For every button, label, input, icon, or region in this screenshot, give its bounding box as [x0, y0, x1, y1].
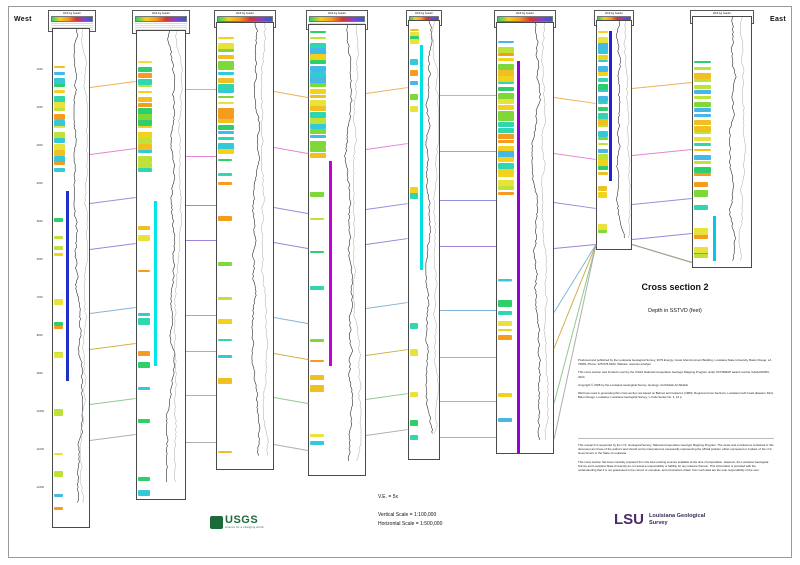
- log-curve-trace: [74, 29, 82, 503]
- log-curve-trace: [532, 23, 540, 440]
- depth-tick-label: -5000: [36, 220, 43, 223]
- lsu-name-line1: Louisiana Geological: [649, 512, 706, 519]
- depth-tick-label: -3000: [36, 144, 43, 147]
- log-curve: [53, 29, 89, 503]
- lithology-band: [410, 435, 418, 440]
- depth-tick-label: -1000: [36, 68, 43, 71]
- title-block: [575, 282, 775, 314]
- well-log-header-title: Well log header: [152, 12, 170, 15]
- correlation-line: [440, 246, 496, 247]
- header-color-bar: [51, 16, 93, 22]
- lsu-logo: [614, 512, 705, 527]
- correlation-line: [440, 437, 496, 438]
- well-log-track[interactable]: [52, 28, 90, 528]
- log-curve-trace: [541, 23, 548, 440]
- usgs-wordmark: USGS: [225, 514, 259, 526]
- log-curve-trace: [166, 31, 174, 482]
- well-log-track[interactable]: [216, 22, 274, 470]
- log-curve: [309, 25, 365, 461]
- lsu-name-line2: Survey: [649, 519, 668, 526]
- correlation-line: [440, 200, 496, 201]
- correlation-line: [440, 357, 496, 358]
- well-log-track[interactable]: [408, 20, 440, 460]
- disclaimer-paragraph: This research is supported by the U.S. Geological Survey, National Cooperative Geologic Mapping Program. The views and conclusions contained in this document are those of the authors and should not be interpreted as necessarily representing the official policies, either expressed or implied, of the U.S. Government or the State of Louisiana.: [578, 443, 774, 456]
- well-log-header-title: Well log header: [328, 12, 346, 15]
- log-curve-trace: [353, 25, 361, 461]
- log-curve-trace: [174, 31, 182, 482]
- log-curve: [409, 21, 439, 434]
- usgs-tagline: science for a changing world: [225, 526, 264, 529]
- well-log-track[interactable]: [596, 20, 632, 250]
- credits-paragraph: Produced and published by the Louisiana Geological Survey, 3079 Energy, Coast & Environment Building, Louisiana State University, Baton Rouge, LA 70803. Phone: 225-578-5320, Website: www.lsu.edu/lgs/: [578, 358, 772, 367]
- log-curve-trace: [431, 21, 438, 434]
- lithology-band: [138, 490, 150, 496]
- depth-tick-label: -2000: [36, 106, 43, 109]
- correlation-line: [186, 240, 216, 241]
- well-log-header-title: Well log header: [605, 12, 623, 15]
- credits-paragraph: Copyright © 2025 by the Louisiana Geological Survey. Geology: Archibaldo Archibaldo: [578, 382, 689, 387]
- credits-text: [578, 358, 774, 403]
- east-label: East: [770, 16, 786, 23]
- depth-tick-label: -6000: [36, 258, 43, 261]
- correlation-line: [440, 151, 496, 152]
- log-curve-trace: [345, 25, 353, 461]
- credits-paragraph: Well tops used in generating this cross section are based on Bebout and Gutierrez (1983), Regional Cross Sections, Louisiana Gulf Coast (Eastern Part), Baton Rouge, Louisiana: Louisiana Geological Survey, v. Folio Series No. 4, 13 p.: [578, 391, 774, 400]
- log-curve-trace: [80, 29, 88, 503]
- well-log-header-title: Well log header: [63, 12, 81, 15]
- lithology-band: [54, 507, 63, 510]
- well-log-header-title: Well log header: [415, 12, 433, 15]
- lsu-wordmark: LSU: [614, 511, 644, 528]
- log-curve-trace: [426, 21, 433, 434]
- log-curve: [217, 23, 273, 456]
- disclaimer-paragraph: This cross section has been carefully prepared from the best existing sources available at the time of preparation. However, the Louisiana Geological Survey and Louisiana State University do not assume responsibility or liability for any reliance thereon. This information is provided with the understanding that it is not guaranteed to be correct or complete, and conclusions drawn from such data are the sole responsibility of the user.: [578, 459, 769, 473]
- correlation-line: [440, 401, 496, 402]
- correlation-line: [186, 205, 216, 206]
- page-subtitle: Depth in SSTVD (feet): [648, 308, 702, 314]
- disclaimer-text: [578, 438, 774, 476]
- well-log-header-title: Well log header: [713, 12, 731, 15]
- depth-tick-label: -11000: [36, 448, 44, 451]
- log-curve: [137, 31, 185, 482]
- correlation-line: [440, 310, 496, 311]
- depth-tick-label: -7000: [36, 296, 43, 299]
- depth-tick-label: -10000: [36, 410, 45, 413]
- log-curve: [497, 23, 553, 440]
- well-log-track[interactable]: [308, 24, 366, 476]
- header-color-bar: [135, 16, 187, 22]
- correlation-line: [186, 351, 216, 352]
- depth-tick-label: -8000: [36, 334, 43, 337]
- correlation-line: [186, 395, 216, 396]
- header-color-bar: [309, 16, 365, 22]
- well-log-track[interactable]: [136, 30, 186, 500]
- correlation-line: [440, 95, 496, 96]
- horizontal-scale: Horizontal Scale = 1:500,000: [378, 521, 443, 527]
- depth-tick-label: -4000: [36, 182, 43, 185]
- well-log-track[interactable]: [496, 22, 554, 454]
- well-log-header-title: Well log header: [236, 12, 254, 15]
- log-curve-trace: [729, 17, 736, 261]
- log-curve-trace: [624, 21, 630, 238]
- page-title: Cross section 2: [641, 282, 709, 292]
- scale-note: [378, 493, 442, 529]
- correlation-line: [186, 315, 216, 316]
- depth-tick-label: -9000: [36, 372, 43, 375]
- correlation-line: [186, 156, 216, 157]
- correlation-line: [186, 89, 216, 90]
- usgs-logo: [210, 515, 263, 529]
- correlation-line: [186, 442, 216, 443]
- log-curve-trace: [252, 23, 260, 456]
- log-curve-trace: [739, 17, 746, 261]
- usgs-mark-icon: [210, 516, 223, 529]
- well-log-header-title: Well log header: [516, 12, 534, 15]
- well-log-track[interactable]: [692, 16, 752, 268]
- west-label: West: [14, 16, 32, 23]
- log-curve-trace: [261, 23, 268, 456]
- credits-paragraph: This cross section was funded in part by the USGS National Cooperative Geologic Mapping Program under STATEMAP award number G24AC00353, 2024.: [578, 370, 770, 379]
- vertical-exaggeration: V.E. = 5x: [378, 494, 398, 500]
- log-curve: [597, 21, 631, 238]
- log-curve-trace: [617, 21, 625, 238]
- depth-tick-label: -12000: [36, 486, 45, 489]
- vertical-scale: Vertical Scale = 1:100,000: [378, 512, 437, 518]
- log-curve: [693, 17, 751, 261]
